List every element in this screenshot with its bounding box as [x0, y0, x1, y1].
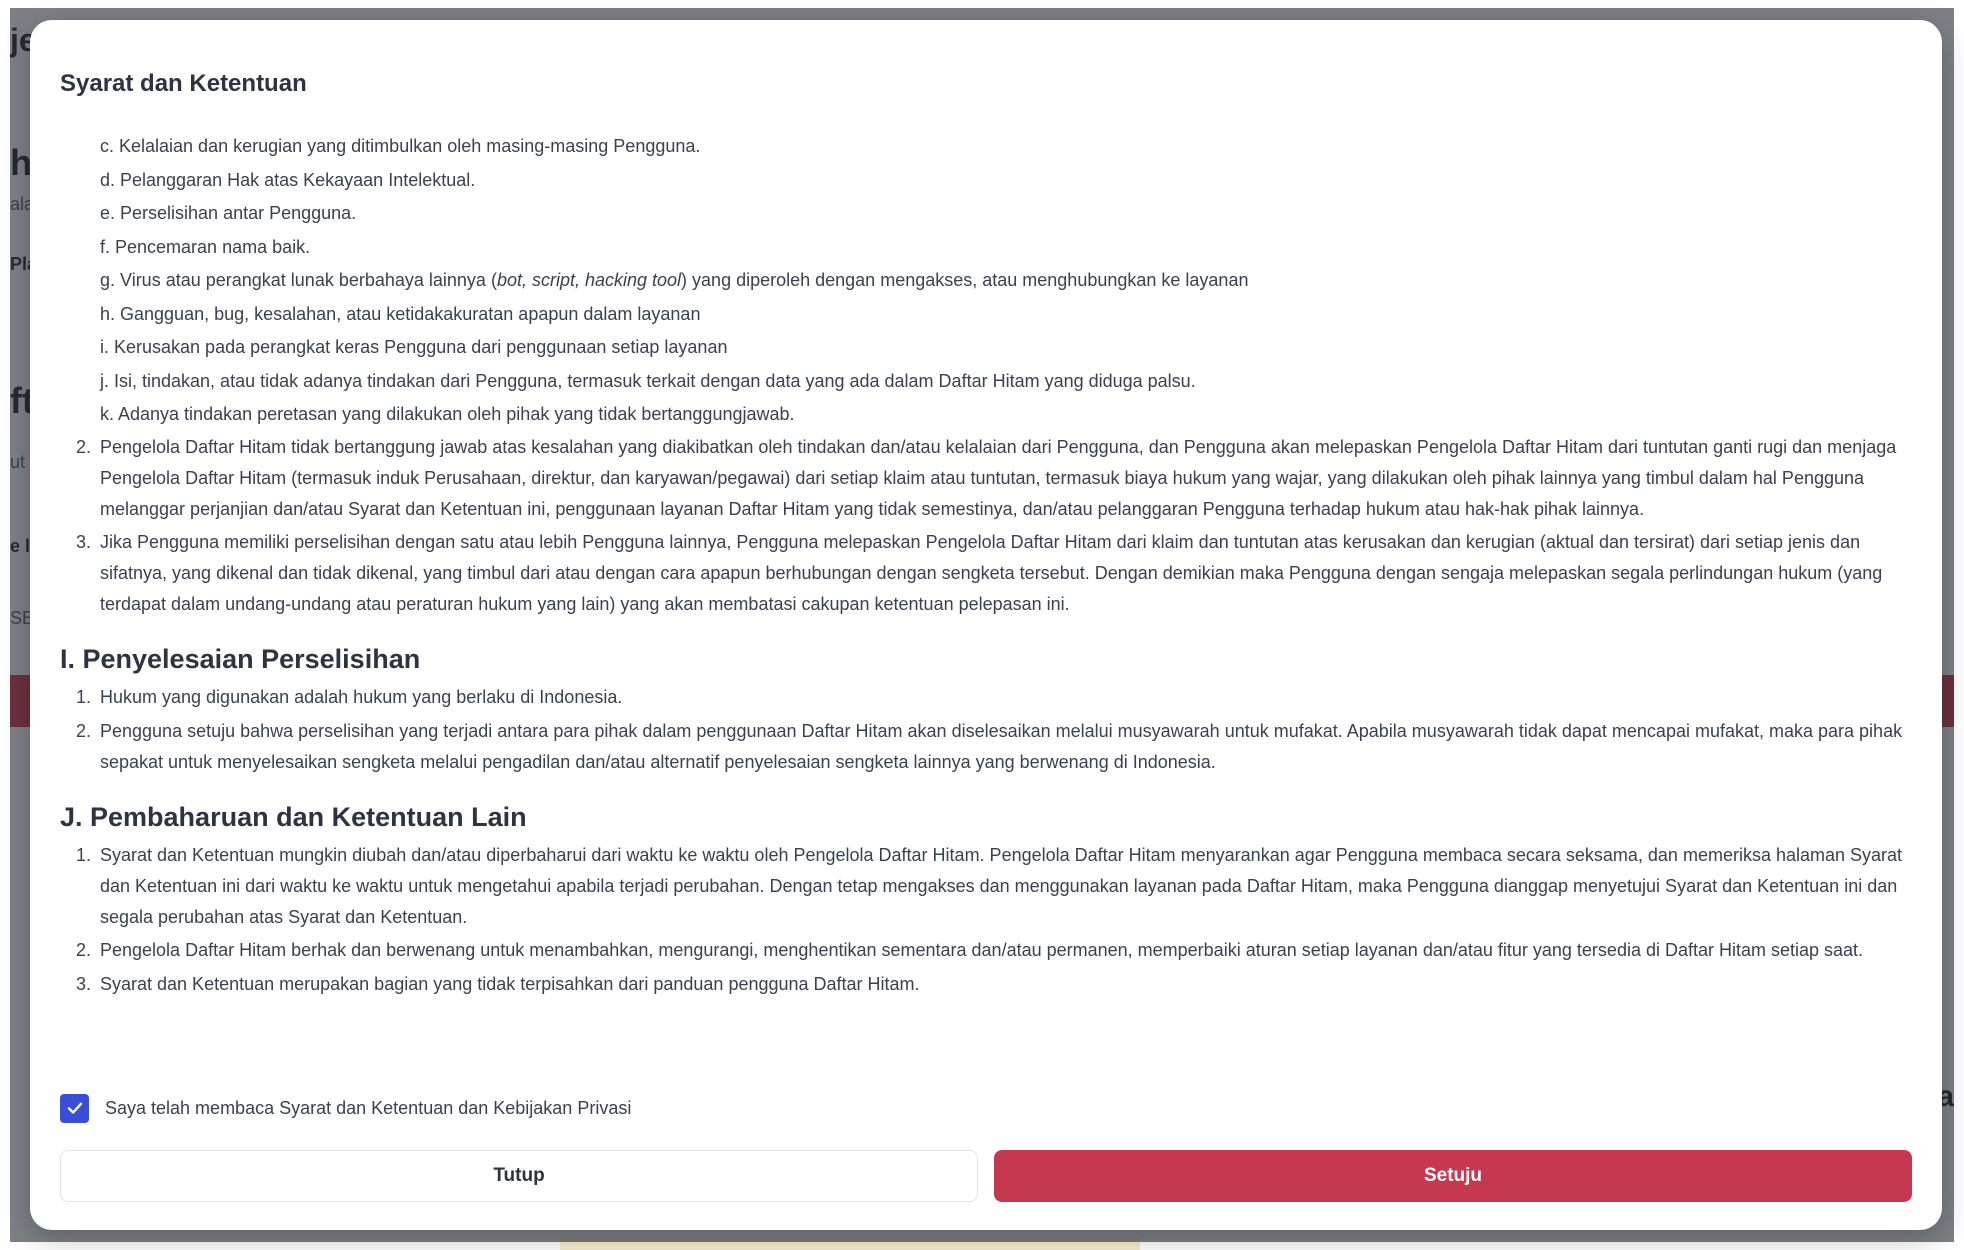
item-number: 2. [76, 940, 92, 960]
terms-content[interactable] [60, 130, 1930, 1002]
list-item: i. Kerusakan pada perangkat keras Pengguna dari penggunaan setiap layanan [100, 337, 728, 357]
item-number: 2. [76, 436, 92, 457]
item-text: Syarat dan Ketentuan mungkin diubah dan/atau diperbaharui dari waktu ke waktu oleh Pengelola Daftar Hitam. Pengelola Daftar Hitam menyarankan agar Pengguna membaca secara seksama, dan memeriksa halaman Syarat dan Ketentuan ini dari waktu ke waktu untuk mengetahui apabila terjadi perubahan. Dengan tetap mengakses dan menggunakan layanan pada Daftar Hitam, maka Pengguna dianggap menyetujui Syarat dan Ketentuan ini dan segala perubahan atas Syarat dan Ketentuan. [100, 844, 1903, 927]
agree-checkbox[interactable] [60, 1094, 89, 1123]
list-item: f. Pencemaran nama baik. [100, 236, 311, 257]
item-text: Hukum yang digunakan adalah hukum yang berlaku di Indonesia. [100, 687, 623, 707]
agree-checkbox-row[interactable] [60, 1092, 631, 1124]
modal-title: Syarat dan Ketentuan [60, 70, 307, 97]
item-text: Pengelola Daftar Hitam tidak bertanggung jawab atas kesalahan yang diakibatkan oleh tindakan dan/atau kelalaian dari Pengguna, dan Pengguna akan melepaskan Pengelola Daftar Hitam dari tuntutan ganti rugi dan menjaga Pengelola Daftar Hitam (termasuk induk Perusahaan, direktur, dan karyawan/pegawai) dari setiap klaim atau tuntutan, termasuk biaya hukum yang wajar, yang dilakukan oleh pihak lainnya yang timbul dalam hal Pengguna melanggar perjanjian dan/atau Syarat dan Ketentuan ini, penggunaan layanan Daftar Hitam yang tidak semestinya, dan/atau pelanggaran Pengguna terhadap hukum atau hak-hak pihak lainnya. [100, 436, 1897, 519]
list-item: j. Isi, tindakan, atau tidak adanya tindakan dari Pengguna, termasuk terkait dengan data yang ada dalam Daftar Hitam yang diduga palsu. [100, 370, 1196, 391]
list-item-text: g. Virus atau perangkat lunak berbahaya lainnya ( [100, 270, 497, 290]
list-item: k. Adanya tindakan peretasan yang dilakukan oleh pihak yang tidak bertanggungjawab. [100, 404, 795, 424]
section-heading-i: I. Penyelesaian Perselisihan [60, 644, 421, 674]
item-text: Syarat dan Ketentuan merupakan bagian yang tidak terpisahkan dari panduan pengguna Daftar Hitam. [100, 973, 920, 994]
close-button[interactable]: Tutup [60, 1150, 978, 1202]
list-item: h. Gangguan, bug, kesalahan, atau ketidakakuratan apapun dalam layanan [100, 303, 701, 324]
item-text: Pengguna setuju bahwa perselisihan yang terjadi antara para pihak dalam penggunaan Daftar Hitam akan diselesaikan melalui musyawarah untuk mufakat. Apabila musyawarah tidak dapat mencapai mufakat, maka para pihak sepakat untuk menyelesaikan sengketa melalui pengadilan dan/atau alternatif penyelesaian sengketa lainnya yang berwenang di Indonesia. [100, 720, 1903, 772]
item-number: 1. [76, 844, 92, 865]
numbered-item [76, 935, 1930, 966]
list-item: d. Pelanggaran Hak atas Kekayaan Intelektual. [100, 169, 476, 190]
item-text: Pengelola Daftar Hitam berhak dan berwenang untuk menambahkan, mengurangi, menghentikan sementara dan/atau permanen, memperbaiki aturan setiap layanan dan/atau fitur yang tersedia di Daftar Hitam setiap saat. [100, 940, 1864, 960]
numbered-item [76, 969, 1930, 1000]
item-number: 2. [76, 720, 92, 741]
item-text: Jika Pengguna memiliki perselisihan dengan satu atau lebih Pengguna lainnya, Pengguna melepaskan Pengelola Daftar Hitam dari klaim dan tuntutan atas kerusakan dan kerugian (aktual dan tersirat) dari setiap jenis dan sifatnya, yang dikenal dan tidak dikenal, yang timbul dari atau dengan cara apapun berhubungan dengan sengketa tersebut. Dengan demikian maka Pengguna dengan sengaja melepaskan segala perlindungan hukum (yang terdapat dalam undang-undang atau peraturan hukum yang lain) yang akan membatasi cakupan ketentuan pelepasan ini. [100, 532, 1883, 614]
list-item: e. Perselisihan antar Pengguna. [100, 203, 357, 223]
item-number: 3. [76, 532, 92, 552]
liability-numbered-list [60, 432, 1930, 621]
numbered-item [76, 840, 1930, 933]
section-i-list [60, 682, 1930, 778]
numbered-item [76, 432, 1930, 525]
agree-button[interactable]: Setuju [994, 1150, 1912, 1202]
numbered-item [76, 527, 1930, 620]
agree-checkbox-label[interactable]: Saya telah membaca Syarat dan Ketentuan dan Kebijakan Privasi [105, 1097, 632, 1118]
numbered-item [76, 716, 1930, 778]
list-item: c. Kelalaian dan kerugian yang ditimbulkan oleh masing-masing Pengguna. [100, 136, 701, 156]
list-item-text: ) yang diperoleh dengan mengakses, atau menghubungkan ke layanan [681, 270, 1249, 290]
section-heading-j: J. Pembaharuan dan Ketentuan Lain [60, 801, 527, 832]
numbered-item [76, 682, 1930, 713]
section-j-list [60, 840, 1930, 1000]
checkmark-icon [65, 1098, 85, 1118]
list-item [100, 264, 1930, 298]
liability-exclusion-list [60, 130, 1930, 432]
list-item-emphasis: bot, script, hacking tool [496, 270, 682, 290]
terms-modal [30, 20, 1942, 1230]
item-number: 3. [76, 973, 92, 994]
item-number: 1. [76, 687, 92, 707]
